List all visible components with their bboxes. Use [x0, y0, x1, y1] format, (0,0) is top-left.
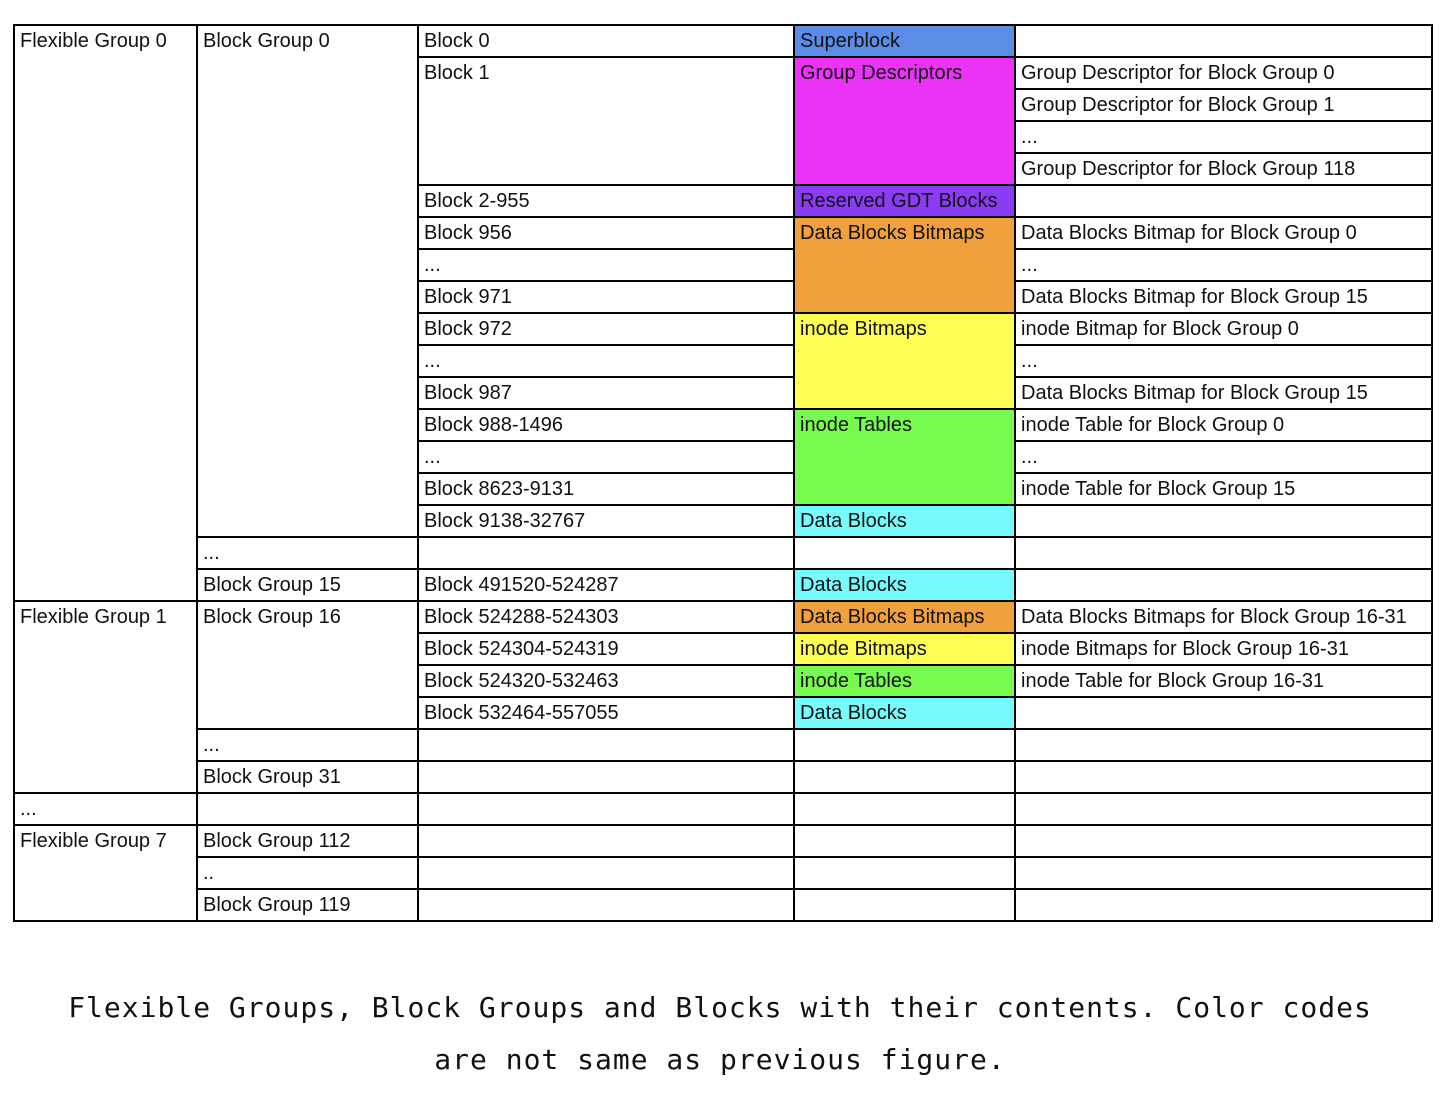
- detail-empty: [1015, 505, 1432, 537]
- empty-cell: [794, 793, 1015, 825]
- table-row: [14, 25, 1432, 57]
- detail-gd-1: Group Descriptor for Block Group 1: [1015, 89, 1432, 121]
- detail-empty: [1015, 185, 1432, 217]
- detail-it-16-31: inode Table for Block Group 16-31: [1015, 665, 1432, 697]
- table-row: [14, 825, 1432, 857]
- table-row: [14, 729, 1432, 761]
- block-group-0: Block Group 0: [197, 25, 418, 537]
- block-group-31: Block Group 31: [197, 761, 418, 793]
- detail-dbb-ellipsis: ...: [1015, 249, 1432, 281]
- table-row: [14, 857, 1432, 889]
- block-524288-524303: Block 524288-524303: [418, 601, 794, 633]
- detail-dbb-15: Data Blocks Bitmap for Block Group 15: [1015, 281, 1432, 313]
- block-491520-524287: Block 491520-524287: [418, 569, 794, 601]
- block-0: Block 0: [418, 25, 794, 57]
- detail-it-ellipsis: ...: [1015, 441, 1432, 473]
- empty-cell: [794, 825, 1015, 857]
- reserved-gdt-cell: Reserved GDT Blocks: [794, 185, 1015, 217]
- detail-it-15: inode Table for Block Group 15: [1015, 473, 1432, 505]
- block-group-119: Block Group 119: [197, 889, 418, 921]
- empty-cell: [794, 729, 1015, 761]
- caption-line-1: Flexible Groups, Block Groups and Blocks with their contents. Color codes: [68, 991, 1372, 1024]
- block-9138-32767: Block 9138-32767: [418, 505, 794, 537]
- data-blocks-bitmaps-cell: Data Blocks Bitmaps: [794, 217, 1015, 313]
- detail-dbb-0: Data Blocks Bitmap for Block Group 0: [1015, 217, 1432, 249]
- empty-cell: [418, 889, 794, 921]
- empty-cell: [418, 825, 794, 857]
- detail-ibm-15: Data Blocks Bitmap for Block Group 15: [1015, 377, 1432, 409]
- data-blocks-cell: Data Blocks: [794, 505, 1015, 537]
- block-ellipsis: ...: [418, 249, 794, 281]
- empty-cell: [1015, 761, 1432, 793]
- detail-it-0: inode Table for Block Group 0: [1015, 409, 1432, 441]
- detail-gd-ellipsis: ...: [1015, 121, 1432, 153]
- inode-tables-cell: inode Tables: [794, 409, 1015, 505]
- block-524304-524319: Block 524304-524319: [418, 633, 794, 665]
- detail-ibm-0: inode Bitmap for Block Group 0: [1015, 313, 1432, 345]
- detail-gd-118: Group Descriptor for Block Group 118: [1015, 153, 1432, 185]
- block-ellipsis: ...: [418, 441, 794, 473]
- superblock-cell: Superblock: [794, 25, 1015, 57]
- empty-cell: [794, 889, 1015, 921]
- detail-ibm-ellipsis: ...: [1015, 345, 1432, 377]
- block-group-16: Block Group 16: [197, 601, 418, 729]
- data-blocks-cell: Data Blocks: [794, 569, 1015, 601]
- inode-bitmaps-cell: inode Bitmaps: [794, 633, 1015, 665]
- empty-cell: [1015, 793, 1432, 825]
- table-row: [14, 537, 1432, 569]
- block-524320-532463: Block 524320-532463: [418, 665, 794, 697]
- detail-dbb-16-31: Data Blocks Bitmaps for Block Group 16-31: [1015, 601, 1432, 633]
- detail-empty: [1015, 697, 1432, 729]
- empty-cell: [794, 537, 1015, 569]
- block-972: Block 972: [418, 313, 794, 345]
- block-group-ellipsis: ..: [197, 857, 418, 889]
- empty-cell: [1015, 857, 1432, 889]
- flexible-group-ellipsis: ...: [14, 793, 197, 825]
- data-blocks-cell: Data Blocks: [794, 697, 1015, 729]
- block-532464-557055: Block 532464-557055: [418, 697, 794, 729]
- group-descriptors-cell: Group Descriptors: [794, 57, 1015, 185]
- empty-cell: [418, 857, 794, 889]
- block-956: Block 956: [418, 217, 794, 249]
- detail-ibm-16-31: inode Bitmaps for Block Group 16-31: [1015, 633, 1432, 665]
- empty-cell: [1015, 825, 1432, 857]
- inode-bitmaps-cell: inode Bitmaps: [794, 313, 1015, 409]
- empty-cell: [418, 537, 794, 569]
- block-1: Block 1: [418, 57, 794, 185]
- empty-cell: [418, 761, 794, 793]
- block-971: Block 971: [418, 281, 794, 313]
- ext4-layout-table: [13, 24, 1433, 922]
- table-row: [14, 793, 1432, 825]
- detail-empty: [1015, 569, 1432, 601]
- empty-cell: [1015, 889, 1432, 921]
- table-row: [14, 569, 1432, 601]
- empty-cell: [1015, 537, 1432, 569]
- block-group-ellipsis: ...: [197, 729, 418, 761]
- flexible-group-1: Flexible Group 1: [14, 601, 197, 793]
- flexible-group-7: Flexible Group 7: [14, 825, 197, 921]
- block-988-1496: Block 988-1496: [418, 409, 794, 441]
- empty-cell: [1015, 729, 1432, 761]
- figure-caption: [0, 982, 1440, 1086]
- detail-gd-0: Group Descriptor for Block Group 0: [1015, 57, 1432, 89]
- block-ellipsis: ...: [418, 345, 794, 377]
- data-blocks-bitmaps-cell: Data Blocks Bitmaps: [794, 601, 1015, 633]
- caption-line-2: are not same as previous figure.: [434, 1043, 1006, 1076]
- empty-cell: [794, 761, 1015, 793]
- block-8623-9131: Block 8623-9131: [418, 473, 794, 505]
- empty-cell: [418, 729, 794, 761]
- block-group-15: Block Group 15: [197, 569, 418, 601]
- flexible-group-0: Flexible Group 0: [14, 25, 197, 601]
- empty-cell: [197, 793, 418, 825]
- table-row: [14, 889, 1432, 921]
- block-group-112: Block Group 112: [197, 825, 418, 857]
- empty-cell: [794, 857, 1015, 889]
- detail-empty: [1015, 25, 1432, 57]
- empty-cell: [418, 793, 794, 825]
- block-group-ellipsis: ...: [197, 537, 418, 569]
- block-987: Block 987: [418, 377, 794, 409]
- inode-tables-cell: inode Tables: [794, 665, 1015, 697]
- block-2-955: Block 2-955: [418, 185, 794, 217]
- table-row: [14, 601, 1432, 633]
- table-row: [14, 761, 1432, 793]
